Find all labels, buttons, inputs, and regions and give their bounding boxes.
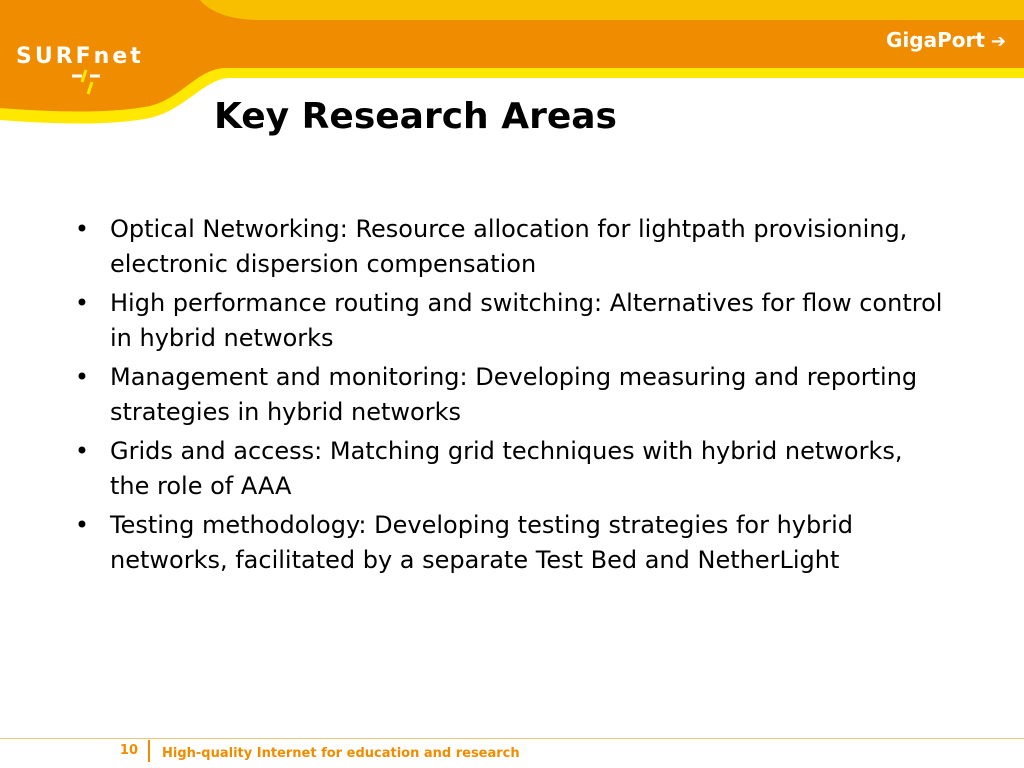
surfnet-logo: [16, 44, 156, 104]
logo-text: SURFnet: [16, 44, 144, 69]
bullet-text: High performance routing and switching: Alternatives for flow control in hybrid networks: [110, 289, 943, 352]
bullet-item: [68, 508, 948, 578]
logo-mark-icon: [68, 68, 118, 98]
bullet-item: [68, 360, 948, 430]
arrow-right-icon: ➔: [990, 31, 1006, 52]
gigaport-label: GigaPort: [886, 28, 985, 52]
bullet-text: Grids and access: Matching grid techniques with hybrid networks, the role of AAA: [110, 437, 903, 500]
bullet-icon: •: [74, 437, 90, 465]
bullet-icon: •: [74, 289, 90, 317]
bullet-list: [68, 212, 948, 582]
page-number: 10: [119, 743, 138, 758]
bullet-icon: •: [74, 511, 90, 539]
bullet-icon: •: [74, 363, 90, 391]
footer-tagline: High-quality Internet for education and research: [162, 746, 520, 761]
bullet-text: Management and monitoring: Developing measuring and reporting strategies in hybrid networks: [110, 363, 918, 426]
bullet-item: [68, 212, 948, 282]
bullet-item: [68, 434, 948, 504]
footer-divider: [0, 738, 1024, 739]
bullet-icon: •: [74, 215, 90, 243]
footer-separator: [148, 740, 150, 762]
bullet-text: Testing methodology: Developing testing strategies for hybrid networks, facilitated by a separate Test Bed and NetherLight: [110, 511, 854, 574]
bullet-text: Optical Networking: Resource allocation for lightpath provisioning, electronic dispersion compensation: [110, 215, 908, 278]
slide-title: Key Research Areas: [214, 96, 617, 137]
header-top-arc: [200, 0, 1024, 20]
bullet-item: [68, 286, 948, 356]
gigaport-link[interactable]: [886, 28, 1006, 52]
